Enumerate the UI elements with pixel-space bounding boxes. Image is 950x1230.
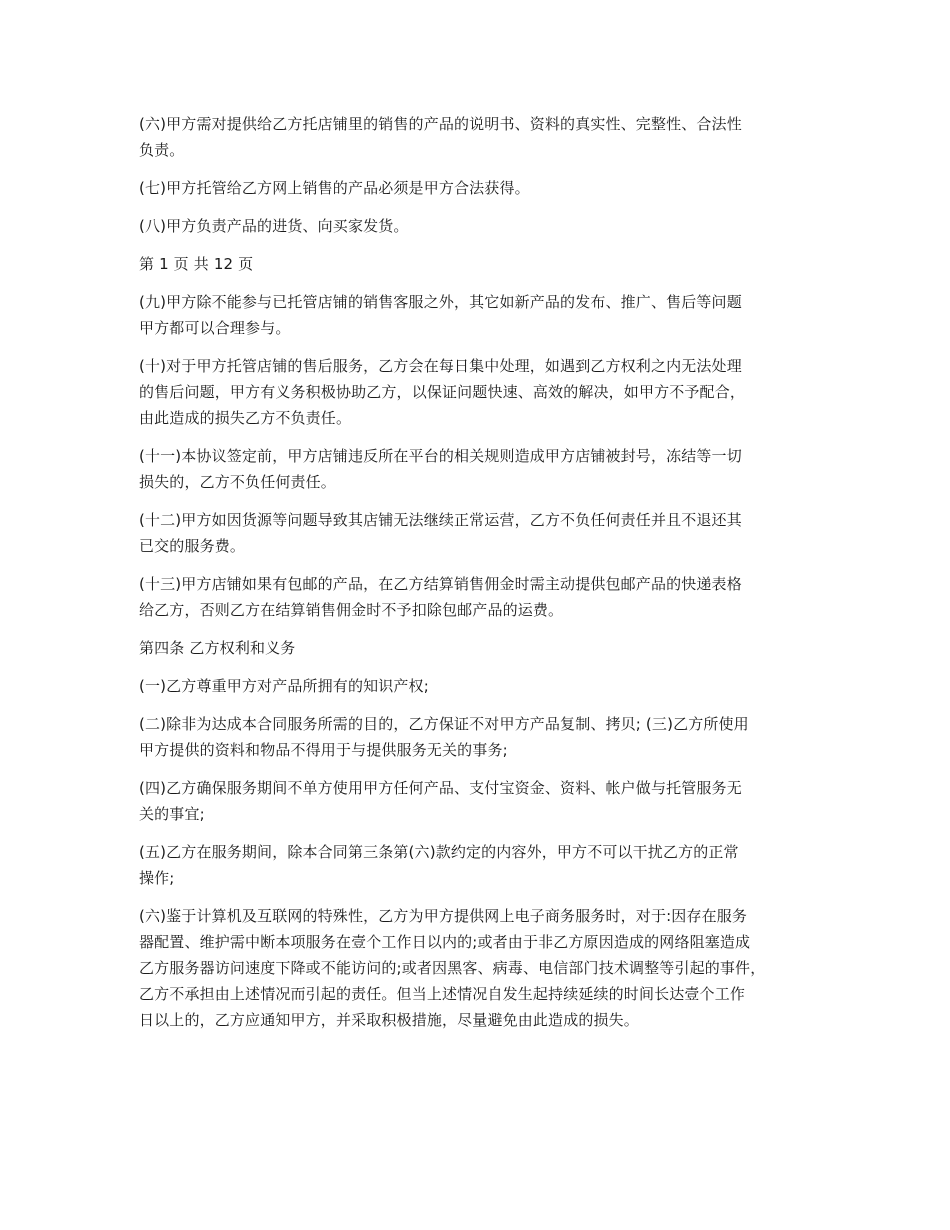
paragraph-4-1 (139, 673, 819, 699)
text-line: 器配置、维护需中断本项服务在壹个工作日以内的;或者由于非乙方原因造成的网络阻塞造成 (139, 933, 751, 951)
text-line: (十)对于甲方托管店铺的售后服务，乙方会在每日集中处理，如遇到乙方权利之内无法处理 (139, 357, 742, 375)
text-line: 日以上的，乙方应通知甲方，并采取积极措施，尽量避免由此造成的损失。 (139, 1011, 639, 1029)
text-line: 乙方服务器访问速度下降或不能访问的;或者因黑客、病毒、电信部门技术调整等引起的事件， (139, 959, 766, 977)
paragraph-3-13 (139, 571, 819, 623)
section-heading-4 (139, 635, 819, 661)
paragraph-3-7 (139, 175, 819, 201)
text-line: 已交的服务费。 (139, 537, 246, 555)
text-line: (六)甲方需对提供给乙方托店铺里的销售的产品的说明书、资料的真实性、完整性、合法性 (139, 115, 742, 133)
document-page (139, 111, 819, 1045)
page-number-text: 第 1 页 共 12 页 (139, 255, 254, 273)
text-line: (六)鉴于计算机及互联网的特殊性，乙方为甲方提供网上电子商务服务时，对于:因存在服务 (139, 907, 748, 925)
text-line: 关的事宜; (139, 805, 205, 823)
text-line: (四)乙方确保服务期间不单方使用甲方任何产品、支付宝资金、资料、帐户做与托管服务无 (139, 779, 742, 797)
paragraph-3-10 (139, 353, 819, 431)
text-line: 甲方提供的资料和物品不得用于与提供服务无关的事务; (139, 741, 508, 759)
text-line: 乙方不承担由上述情况而引起的责任。但当上述情况自发生起持续延续的时间长达壹个工作 (139, 985, 746, 1003)
paragraph-4-6 (139, 903, 819, 1033)
text-line: 负责。 (139, 141, 185, 159)
text-line: 甲方都可以合理参与。 (139, 319, 291, 337)
text-line: 给乙方，否则乙方在结算销售佣金时不予扣除包邮产品的运费。 (139, 601, 564, 619)
text-line: (八)甲方负责产品的进货、向买家发货。 (139, 217, 409, 235)
text-line: (十三)甲方店铺如果有包邮的产品，在乙方结算销售佣金时需主动提供包邮产品的快递表格 (139, 575, 742, 593)
text-line: (二)除非为达成本合同服务所需的目的，乙方保证不对甲方产品复制、拷贝; (三)乙方所使用 (139, 715, 749, 733)
paragraph-3-8 (139, 213, 819, 239)
paragraph-3-12 (139, 507, 819, 559)
text-line: 损失的，乙方不负任何责任。 (139, 473, 336, 491)
paragraph-4-4 (139, 775, 819, 827)
text-line: (九)甲方除不能参与已托管店铺的销售客服之外，其它如新产品的发布、推广、售后等问题 (139, 293, 742, 311)
paragraph-3-11 (139, 443, 819, 495)
text-line: (十二)甲方如因货源等问题导致其店铺无法继续正常运营，乙方不负任何责任并且不退还其 (139, 511, 742, 529)
paragraph-4-5 (139, 839, 819, 891)
text-line: 操作; (139, 869, 175, 887)
text-line: 由此造成的损失乙方不负责任。 (139, 409, 352, 427)
paragraph-3-6 (139, 111, 819, 163)
section-heading-text: 第四条 乙方权利和义务 (139, 639, 296, 657)
text-line: (十一)本协议签定前，甲方店铺违反所在平台的相关规则造成甲方店铺被封号，冻结等一切 (139, 447, 742, 465)
text-line: 的售后问题，甲方有义务积极协助乙方，以保证问题快速、高效的解决，如甲方不予配合， (139, 383, 746, 401)
text-line: (七)甲方托管给乙方网上销售的产品必须是甲方合法获得。 (139, 179, 530, 197)
paragraph-3-9 (139, 289, 819, 341)
text-line: (五)乙方在服务期间，除本合同第三条第(六)款约定的内容外，甲方不可以干扰乙方的正常 (139, 843, 739, 861)
text-line: (一)乙方尊重甲方对产品所拥有的知识产权; (139, 677, 429, 695)
page-number (139, 251, 819, 277)
paragraph-4-2 (139, 711, 819, 763)
